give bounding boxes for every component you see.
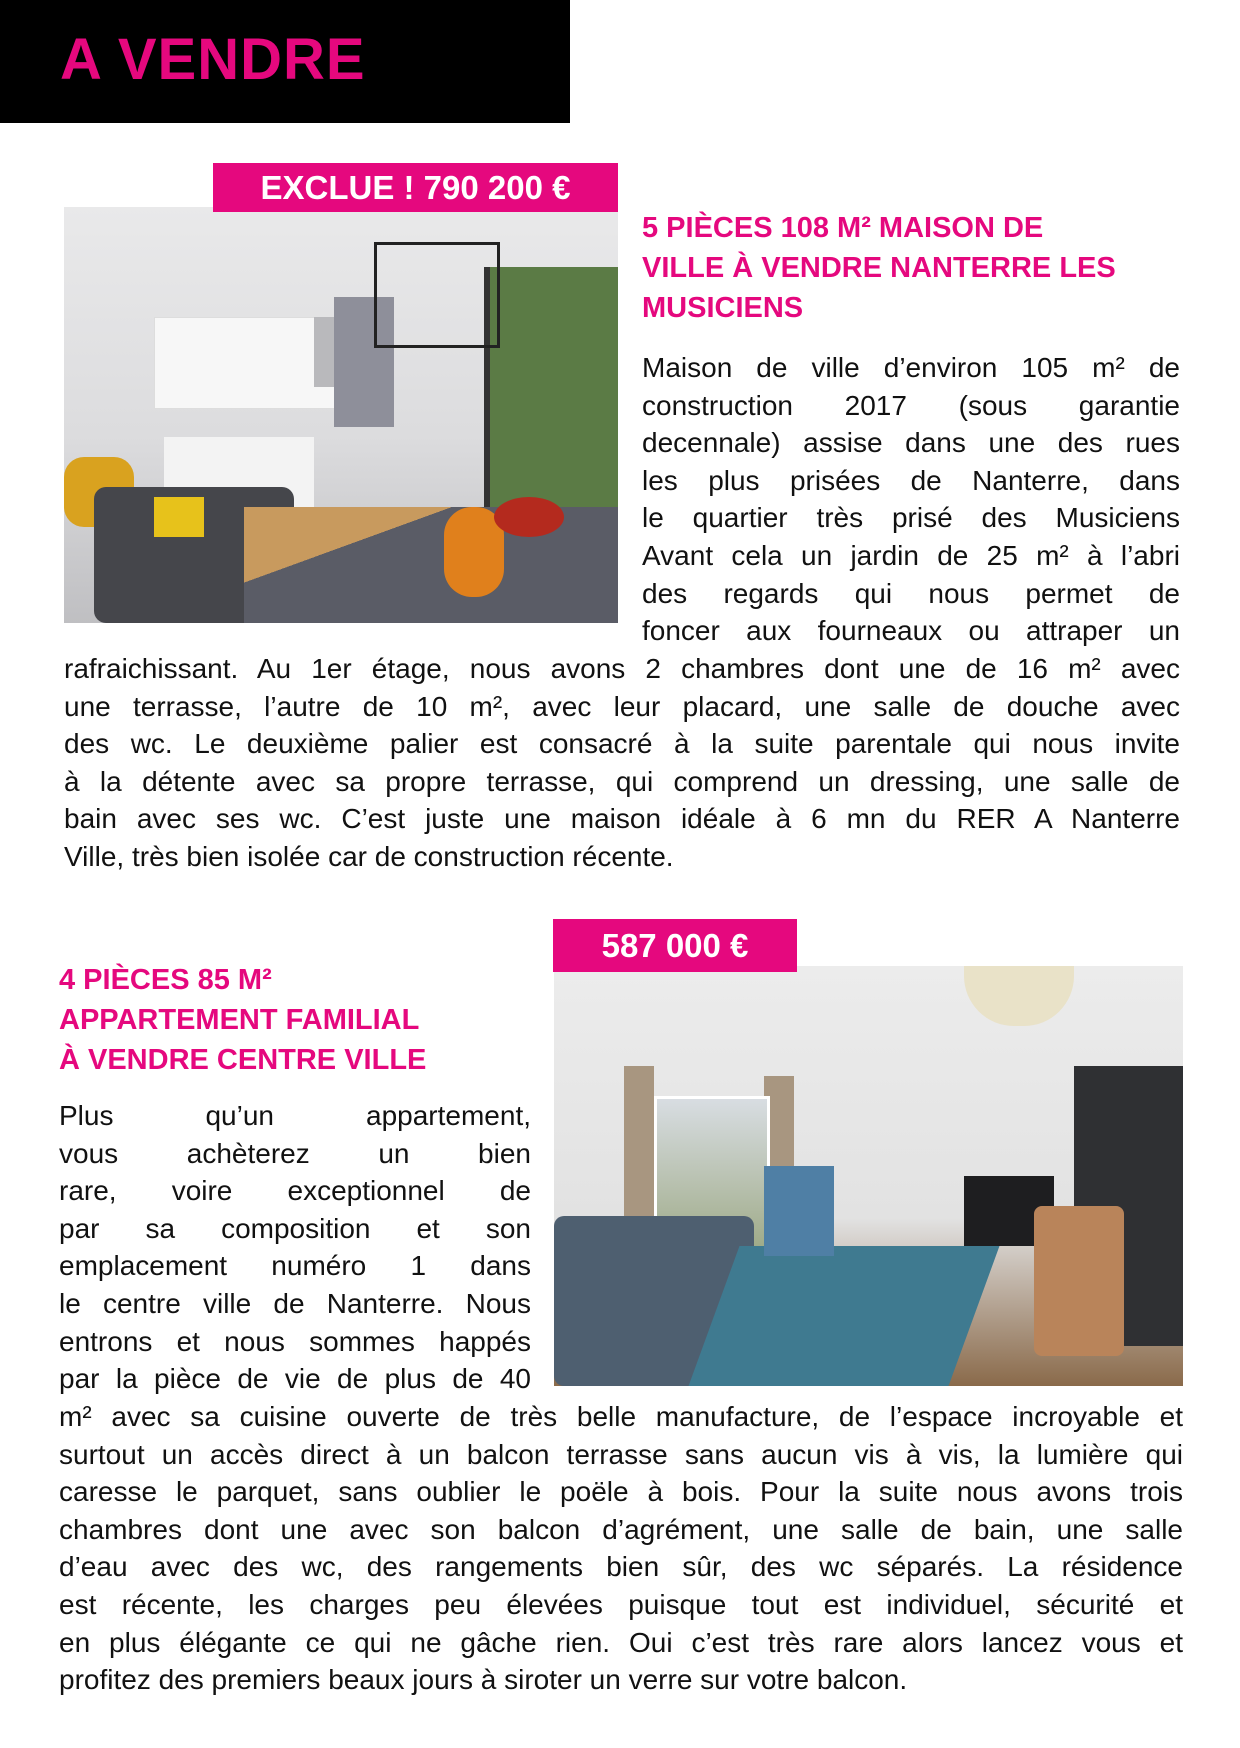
text-line: entrons et nous sommes happés (59, 1325, 531, 1357)
text-line: bain avec ses wc. C’est juste une maison idéale à 6 mn du RER A Nanterre (64, 803, 1180, 835)
text-line: Ville, très bien isolée car de construction récente. (64, 840, 674, 872)
listing-1-price-tag (213, 163, 618, 212)
text-line: construction 2017 (sous garantie (642, 389, 1180, 421)
title-line: MUSICIENS (642, 292, 804, 324)
text-line: des regards qui nous permet de (642, 577, 1180, 609)
text-line: rafraichissant. Au 1er étage, nous avons 2 chambres dont une de 16 m² avec (64, 653, 1180, 684)
text-line: le quartier très prisé des Musiciens (642, 502, 1180, 534)
title-line: 4 PIÈCES 85 M² (59, 964, 272, 996)
text-line: est récente, les charges peu élevées puisque tout est individuel, sécurité et (59, 1588, 1183, 1620)
text-line: une terrasse, l’autre de 10 m², avec leur placard, une salle de douche avec (64, 690, 1180, 722)
text-line: profitez des premiers beaux jours à siroter un verre sur votre balcon. (59, 1664, 908, 1696)
listing-1-description-side (642, 349, 1180, 650)
listing-1-photo (64, 207, 618, 623)
text-line: les plus prisées de Nanterre, dans (642, 464, 1180, 496)
listing-2-price: 587 000 € (601, 926, 749, 964)
text-line: decennale) assise dans une des rues (642, 427, 1180, 459)
listing-2-price-tag (553, 919, 797, 972)
listing-2-description-full (59, 1398, 1183, 1699)
text-line: Plus qu’un appartement, (59, 1100, 531, 1131)
text-line: rare, voire exceptionnel de (59, 1175, 531, 1207)
title-line: 5 PIÈCES 108 M² MAISON DE (642, 212, 1044, 244)
text-line: par la pièce de vie de plus de 40 (59, 1363, 531, 1395)
text-line: le centre ville de Nanterre. Nous (59, 1287, 531, 1319)
title-line: À VENDRE CENTRE VILLE (59, 1044, 427, 1076)
listing-2-title (59, 960, 539, 1080)
text-line: d’eau avec des wc, des rangements bien sûr, des wc séparés. La résidence (59, 1551, 1183, 1583)
text-line: en plus élégante ce qui ne gâche rien. Oui c’est très rare alors lancez vous et (59, 1626, 1183, 1658)
text-line: caresse le parquet, sans oublier le poële à bois. Pour la suite nous avons trois (59, 1476, 1183, 1508)
text-line: m² avec sa cuisine ouverte de très belle manufacture, de l’espace incroyable et (59, 1401, 1183, 1432)
text-line: à la détente avec sa propre terrasse, qui comprend un dressing, une salle de (64, 765, 1180, 797)
text-line: foncer aux fourneaux ou attraper un (642, 615, 1180, 647)
listing-2-photo (554, 966, 1183, 1386)
text-line: Avant cela un jardin de 25 m² à l’abri (642, 539, 1180, 571)
text-line: emplacement numéro 1 dans (59, 1250, 531, 1282)
title-line: VILLE À VENDRE NANTERRE LES (642, 252, 1116, 284)
text-line: vous achèterez un bien (59, 1137, 531, 1169)
title-line: APPARTEMENT FAMILIAL (59, 1004, 420, 1036)
text-line: par sa composition et son (59, 1212, 531, 1244)
page-title: A VENDRE (60, 27, 366, 92)
text-line: surtout un accès direct à un balcon terrasse sans aucun vis à vis, la lumière qui (59, 1438, 1183, 1470)
listing-1-price: EXCLUE ! 790 200 € (260, 168, 571, 206)
listing-1-title (642, 208, 1202, 328)
text-line: des wc. Le deuxième palier est consacré à la suite parentale qui nous invite (64, 728, 1180, 760)
listing-1-description-full (64, 650, 1180, 876)
header-banner (0, 0, 570, 123)
listing-2-description-side (59, 1097, 531, 1398)
text-line: chambres dont une avec son balcon d’agrément, une salle de bain, une salle (59, 1513, 1183, 1545)
text-line: Maison de ville d’environ 105 m² de (642, 352, 1180, 383)
